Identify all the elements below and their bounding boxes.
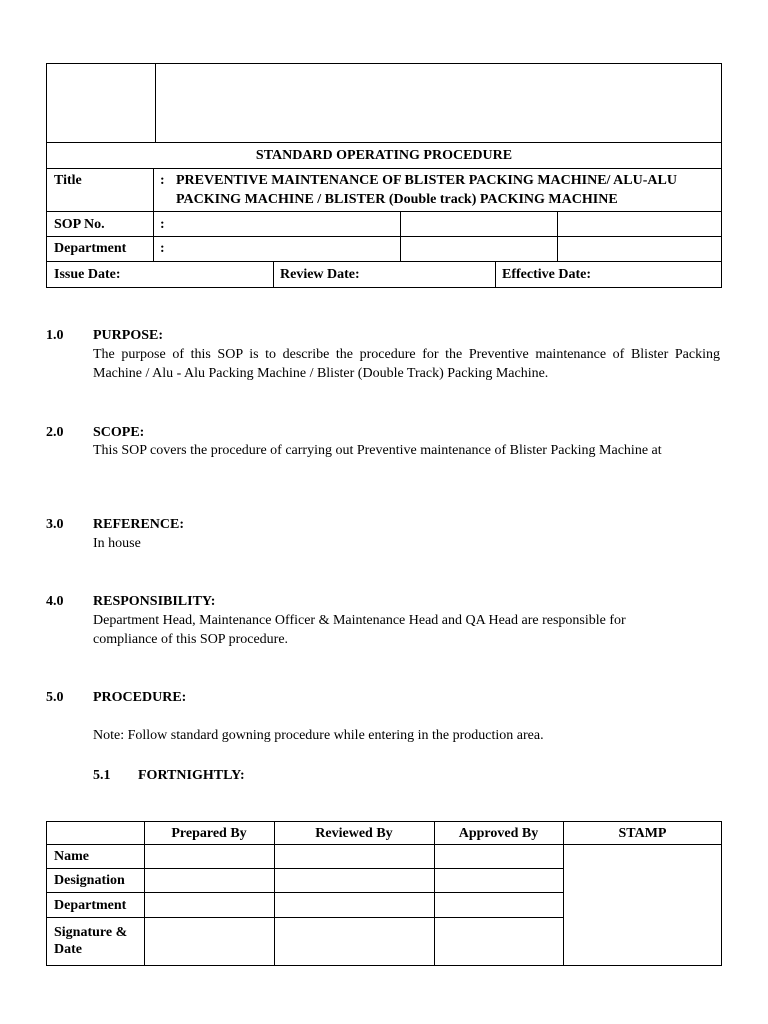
label-column-divider bbox=[153, 168, 154, 261]
section-heading-reference: REFERENCE: bbox=[93, 517, 185, 532]
signoff-column-header: Prepared By bbox=[171, 826, 247, 841]
signoff-column-header: Approved By bbox=[458, 826, 539, 841]
section-heading-purpose: PURPOSE: bbox=[93, 328, 163, 343]
header-rule bbox=[46, 142, 722, 143]
department-label: Department bbox=[54, 241, 127, 256]
section-heading-procedure: PROCEDURE: bbox=[93, 690, 187, 705]
header-rule bbox=[46, 261, 722, 262]
section-number: 2.0 bbox=[46, 425, 64, 440]
title-label: Title bbox=[54, 173, 82, 188]
header-rule bbox=[46, 211, 722, 212]
section-body-scope: This SOP covers the procedure of carrying out Preventive maintenance of Blister Packing Machine at bbox=[93, 443, 662, 458]
section-body-responsibility: Department Head, Maintenance Officer & Maintenance Head and QA Head are responsible for compliance of this SOP procedure. bbox=[93, 613, 626, 647]
logo-cell-divider bbox=[155, 63, 156, 142]
signoff-row-rule bbox=[46, 892, 563, 893]
title-value: PREVENTIVE MAINTENANCE OF BLISTER PACKING MACHINE/ ALU-ALU PACKING MACHINE / BLISTER (Double track) PACKING MACHINE bbox=[176, 173, 677, 207]
section-heading-scope: SCOPE: bbox=[93, 425, 145, 440]
header-rule bbox=[46, 168, 722, 169]
document-heading: STANDARD OPERATING PROCEDURE bbox=[255, 148, 513, 163]
sop-cell-divider bbox=[557, 211, 558, 261]
signoff-row-label: Department bbox=[54, 898, 127, 913]
department-colon: : bbox=[160, 241, 165, 256]
review-date-label: Review Date: bbox=[280, 267, 360, 282]
section-number: 4.0 bbox=[46, 594, 64, 609]
sop-no-colon: : bbox=[160, 217, 165, 232]
section-number: 5.0 bbox=[46, 690, 64, 705]
sop-cell-divider bbox=[400, 211, 401, 261]
signoff-row-rule bbox=[46, 844, 722, 845]
signoff-row-rule bbox=[46, 917, 563, 918]
signoff-row-label: Name bbox=[54, 849, 89, 864]
subsection-number: 5.1 bbox=[93, 768, 111, 783]
section-heading-responsibility: RESPONSIBILITY: bbox=[93, 594, 216, 609]
section-body-purpose: The purpose of this SOP is to describe the procedure for the Preventive maintenance of Blister Packing Machine / Alu - Alu Packing Machine / Blister (Double Track) Packing Machine. bbox=[93, 347, 720, 381]
subsection-heading-fortnightly: FORTNIGHTLY: bbox=[138, 768, 245, 783]
procedure-note: Note: Follow standard gowning procedure while entering in the production area. bbox=[93, 728, 544, 743]
signoff-row-rule bbox=[46, 868, 563, 869]
signoff-row-label: Designation bbox=[54, 873, 125, 888]
effective-date-label: Effective Date: bbox=[502, 267, 592, 282]
signoff-column-header: Reviewed By bbox=[315, 826, 393, 841]
section-number: 1.0 bbox=[46, 328, 64, 343]
issue-date-label: Issue Date: bbox=[54, 267, 121, 282]
signoff-row-label: Signature & Date bbox=[54, 925, 128, 957]
signoff-column-header-stamp: STAMP bbox=[618, 826, 667, 841]
section-body-reference: In house bbox=[93, 536, 141, 551]
date-cell-divider bbox=[273, 261, 274, 288]
date-cell-divider bbox=[495, 261, 496, 288]
title-colon: : bbox=[160, 173, 165, 188]
section-number: 3.0 bbox=[46, 517, 64, 532]
sop-no-label: SOP No. bbox=[54, 217, 105, 232]
header-rule bbox=[46, 236, 722, 237]
